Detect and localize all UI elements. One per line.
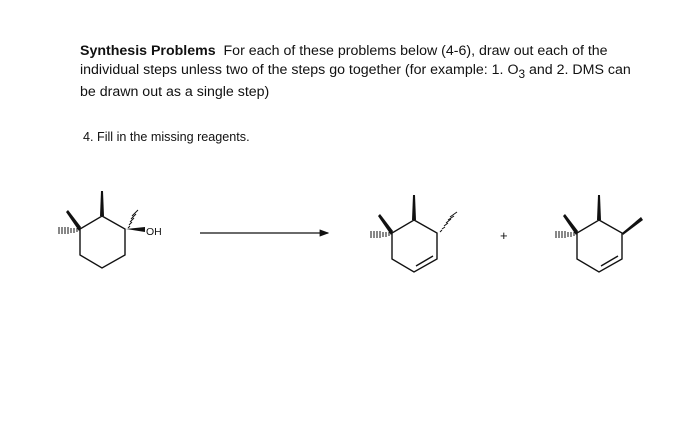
section-title: Synthesis Problems <box>80 43 216 59</box>
product-1-ring <box>392 220 437 272</box>
plus-sign: + <box>500 228 508 243</box>
o3-subscript: 3 <box>518 66 526 81</box>
product-1-molecule <box>371 195 457 272</box>
product-2-wedge-methyl-right <box>622 217 643 235</box>
product-2-double-bond <box>601 256 618 266</box>
reactant-hashed-methyl-left <box>59 227 77 234</box>
product-2-molecule <box>556 195 643 272</box>
product-2-ring <box>577 220 622 272</box>
reactant-cyclohexane-ring <box>80 216 125 268</box>
reactant-molecule <box>59 191 145 268</box>
problem-4-prompt: 4. Fill in the missing reagents. <box>83 130 250 144</box>
product-1-double-bond <box>416 256 433 266</box>
instructions-text-end: and 2. DMS can be drawn out as a single step) <box>80 61 631 100</box>
instructions-text: For each of these problems below (4-6), draw out each of the individual steps unless two of the steps go together (for example: 1. O <box>80 43 608 78</box>
product-2-wedge-methyl-top <box>597 195 601 220</box>
product-1-hashed-methyl-right <box>440 212 457 232</box>
reactant-oh-label: OH <box>146 226 162 238</box>
product-1-hashed-methyl-left <box>371 231 389 238</box>
reactant-hashed-methyl-right <box>128 210 138 228</box>
product-2-hashed-methyl-left <box>556 231 574 238</box>
reactant-wedge-methyl-top <box>100 191 104 216</box>
product-1-wedge-methyl-top <box>412 195 416 220</box>
